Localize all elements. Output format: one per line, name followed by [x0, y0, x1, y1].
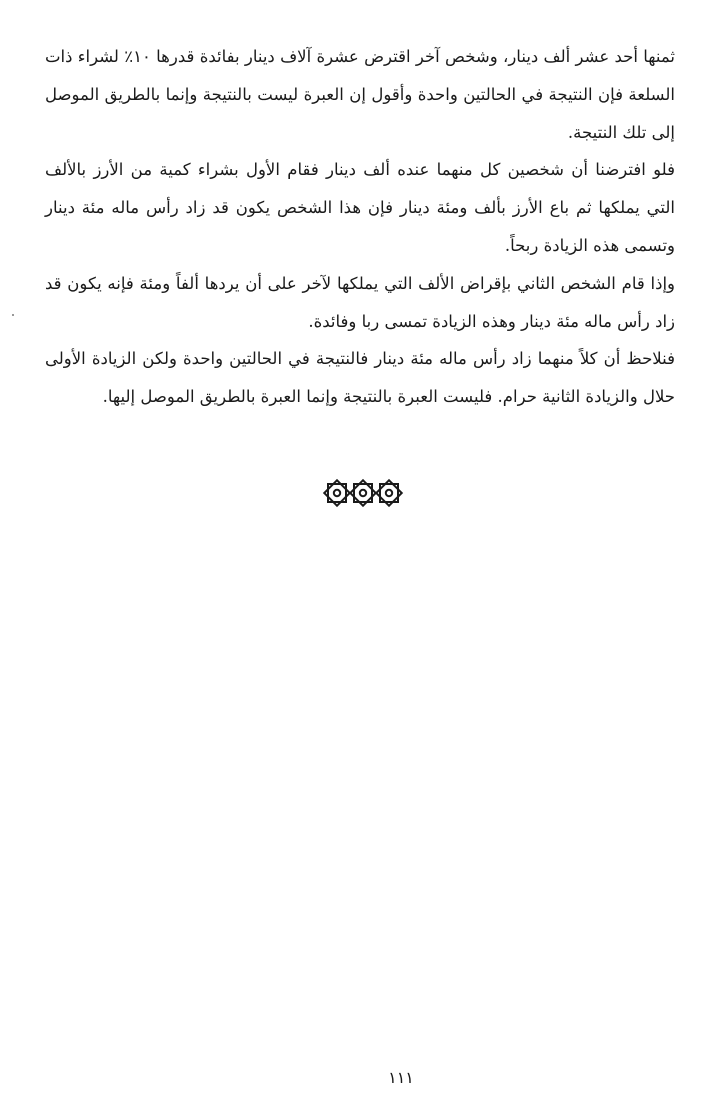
octagram-stars-icon [322, 478, 404, 508]
paragraph-4: فنلاحظ أن كلاً منهما زاد رأس ماله مئة دينار فالنتيجة في الحالتين واحدة ولكن الزيادة الأولى حلال والزيادة الثانية حرام. فليست العبرة بالنتيجة وإنما العبرة بالطريق الموصل إليها. [45, 349, 675, 407]
body-text [45, 38, 675, 416]
paragraph-3: وإذا قام الشخص الثاني بإقراض الألف التي يملكها لآخر على أن يردها ألفاً ومئة فإنه يكون قد زاد رأس ماله مئة دينار وهذه الزيادة تمسى ربا وفائدة. [45, 273, 675, 331]
paragraph-2: فلو افترضنا أن شخصين كل منهما عنده ألف دينار فقام الأول بشراء كمية من الأرز بالألف التي يملكها ثم باع الأرز بألف ومئة دينار فإن هذا الشخص يكون قد زاد رأس ماله مئة دينار وتسمى هذه الزيادة ربحاً. [45, 160, 675, 255]
section-divider-ornament [322, 478, 404, 508]
margin-mark [12, 314, 14, 316]
paragraph-1: ثمنها أحد عشر ألف دينار، وشخص آخر اقترض عشرة آلاف دينار بفائدة قدرها ١٠٪ لشراء ذات السلعة فإن النتيجة في الحالتين واحدة وأقول إن العبرة ليست بالنتيجة وإنما بالطريق الموصل إلى تلك النتيجة. [45, 47, 675, 142]
page-number: ١١١ [388, 1068, 414, 1087]
